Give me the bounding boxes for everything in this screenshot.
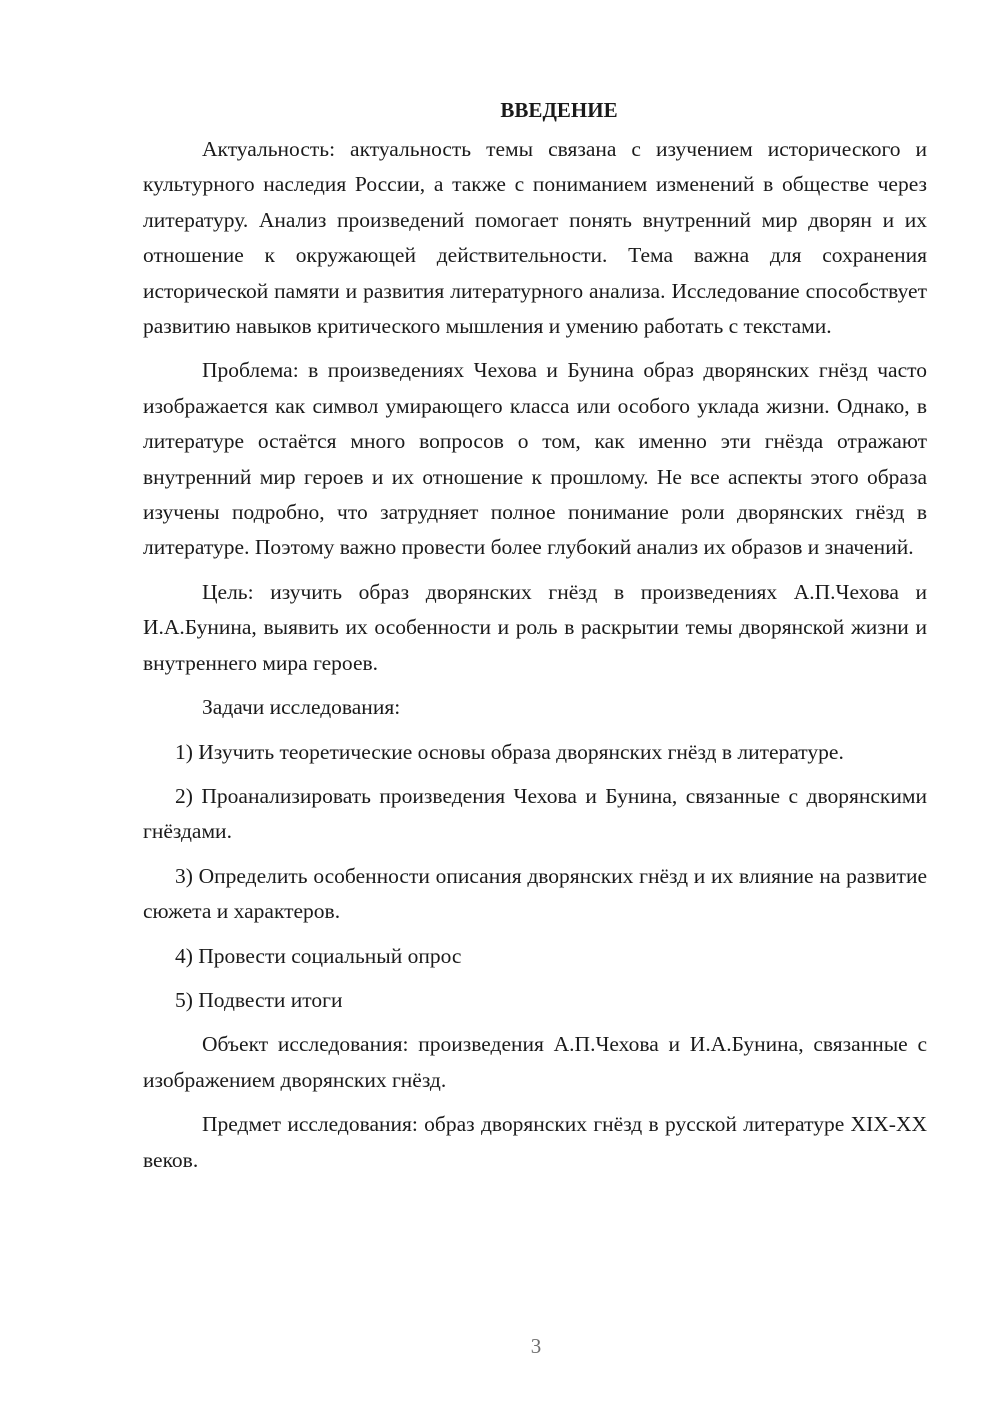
paragraph-object: Объект исследования: произведения А.П.Чехова и И.А.Бунина, связанные с изображением дворянских гнёзд. <box>143 1032 927 1092</box>
task-item-2: 2) Проанализировать произведения Чехова и Бунина, связанные с дворянскими гнёздами. <box>143 783 927 844</box>
task-item-1: 1) Изучить теоретические основы образа дворянских гнёзд в литературе. <box>175 739 844 764</box>
tasks-title: Задачи исследования: <box>202 695 401 720</box>
paragraph-problem: Проблема: в произведениях Чехова и Бунина образ дворянских гнёзд часто изображается как символ умирающего класса или особого уклада жизни. Однако, в литературе остаётся много вопросов о том, как именно эти гнёзда отражают внутренний мир героев и их отношение к прошлому. Не все аспекты этого образа изучены подробно, что затрудняет полное понимание роли дворянских гнёзд в литературе. Поэтому важно провести более глубокий анализ их образов и значений. <box>143 358 927 560</box>
task-item-5: 5) Подвести итоги <box>175 987 343 1012</box>
task-item-4: 4) Провести социальный опрос <box>175 943 462 968</box>
paragraph-subject: Предмет исследования: образ дворянских гнёзд в русской литературе XIX-XX веков. <box>143 1112 927 1172</box>
task-item-3: 3) Определить особенности описания дворянских гнёзд и их влияние на развитие сюжета и характеров. <box>143 863 927 924</box>
section-heading: ВВЕДЕНИЕ <box>500 98 618 122</box>
document-page <box>143 92 927 1187</box>
paragraph-goal: Цель: изучить образ дворянских гнёзд в произведениях А.П.Чехова и И.А.Бунина, выявить их особенности и роль в раскрытии темы дворянской жизни и внутреннего мира героев. <box>143 579 927 675</box>
paragraph-relevance: Актуальность: актуальность темы связана с изучением исторического и культурного наследия России, а также с пониманием изменений в обществе через литературу. Анализ произведений помогает понять внутренний мир дворян и их отношение к окружающей действительности. Тема важна для сохранения исторической памяти и развития литературного анализа. Исследование способствует развитию навыков критического мышления и умению работать с текстами. <box>143 137 927 339</box>
page-number: 3 <box>530 1334 542 1358</box>
